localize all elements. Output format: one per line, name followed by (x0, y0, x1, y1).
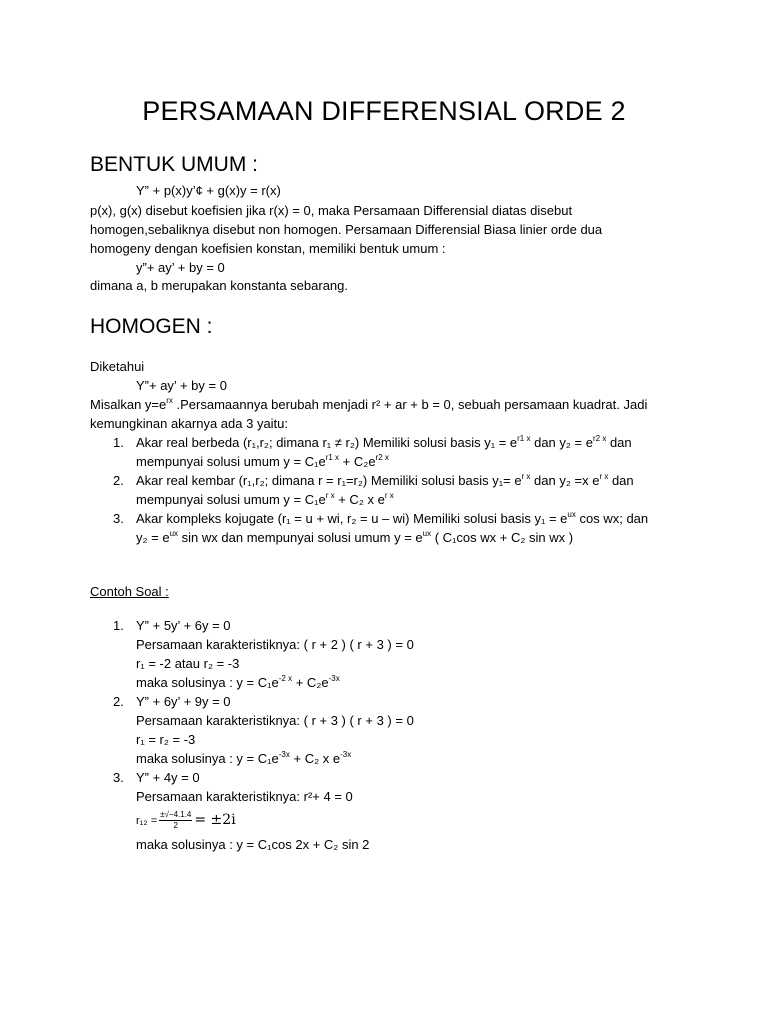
paragraph-line: p(x), g(x) disebut koefisien jika r(x) = 0, maka Persamaan Differensial diatas disebut (90, 203, 573, 218)
characteristic-equation: Persamaan karakteristiknya: ( r + 2 ) ( r + 3 ) = 0 (136, 637, 414, 652)
text-span: maka solusinya : y = C₁e (136, 675, 279, 690)
superscript: r2 x (593, 433, 607, 443)
page-title: PERSAMAAN DIFFERENSIAL ORDE 2 (142, 96, 626, 126)
superscript: r1 x (325, 452, 340, 462)
example-equation: Y” + 4y = 0 (136, 770, 200, 785)
text-span: + C₂ x e (289, 751, 341, 766)
homogeneous-equation: y”+ ay’ + by = 0 (136, 260, 225, 275)
list-item-line (136, 471, 634, 490)
examples-heading: Contoh Soal : (90, 584, 169, 599)
text-span: cos wx; dan (575, 511, 649, 526)
paragraph-line: kemungkinan akarnya ada 3 yaitu: (90, 416, 289, 431)
paragraph-line: dimana a, b merupakan konstanta sebarang. (90, 278, 349, 293)
list-number: 3. (113, 770, 124, 785)
superscript: r1 x (517, 433, 531, 443)
paragraph-line: homogeny dengan koefisien konstan, memiliki bentuk umum : (90, 241, 446, 256)
text-span: mempunyai solusi umum y = C₁e (136, 454, 326, 469)
characteristic-equation: Persamaan karakteristiknya: r²+ 4 = 0 (136, 789, 353, 804)
text-span: .Persamaannya berubah menjadi r² + ar + b = 0, sebuah persamaan kuadrat. Jadi (172, 397, 648, 412)
paragraph-line: Diketahui (90, 359, 145, 374)
text-span: + C₂e (339, 454, 376, 469)
given-equation: Y”+ ay’ + by = 0 (136, 378, 227, 393)
superscript: ux (422, 528, 432, 538)
fraction (159, 810, 192, 831)
general-equation: Y” + p(x)y’¢ + g(x)y = r(x) (136, 183, 281, 198)
text-span: Akar real kembar (r₁,r₂; dimana r = r₁=r₂) Memiliki solusi basis y₁= e (136, 473, 522, 488)
text-span: dan y₂ =x e (530, 473, 600, 488)
text-span: ( C₁cos wx + C₂ sin wx ) (431, 530, 574, 545)
section-heading-homogen: HOMOGEN : (90, 315, 213, 338)
fraction-result: = ±2i (194, 812, 236, 828)
text-span: Misalkan y=e (90, 397, 167, 412)
text-span: Akar kompleks kojugate (r₁ = u + wi, r₂ = u – wi) Memiliki solusi basis y₁ = e (136, 511, 568, 526)
text-span: maka solusinya : y = C₁e (136, 751, 279, 766)
list-item-line (136, 528, 573, 547)
list-number: 1. (113, 435, 124, 450)
text-span: + C₂ x e (334, 492, 385, 507)
roots-line: r₁ = r₂ = -3 (136, 732, 196, 747)
list-item-line (136, 433, 632, 452)
fraction-numerator: ±√−4.1.4 (160, 810, 192, 820)
text-span: Akar real berbeda (r₁,r₂; dimana r₁ ≠ r₂) Memiliki solusi basis y₁ = e (136, 435, 518, 450)
list-item-line (136, 509, 648, 528)
list-number: 1. (113, 618, 124, 633)
solution-line (136, 673, 340, 692)
roots-formula (136, 807, 236, 834)
text-span: dan (606, 435, 632, 450)
text-span: + C₂e (292, 675, 329, 690)
text-span: dan y₂ = e (530, 435, 593, 450)
superscript: ux (169, 528, 179, 538)
example-equation: Y” + 5y’ + 6y = 0 (136, 618, 231, 633)
superscript: -3x (328, 673, 340, 683)
superscript: -2 x (278, 673, 293, 683)
text-span: sin wx dan mempunyai solusi umum y = e (178, 530, 423, 545)
text-span: dan (608, 473, 634, 488)
solution-line: maka solusinya : y = C₁cos 2x + C₂ sin 2 (136, 837, 370, 852)
superscript: ux (567, 509, 576, 519)
example-equation: Y” + 6y’ + 9y = 0 (136, 694, 231, 709)
superscript: r x (599, 471, 609, 481)
paragraph-line (90, 395, 647, 414)
superscript: r2 x (375, 452, 389, 462)
list-number: 2. (113, 473, 124, 488)
superscript: r x (325, 490, 335, 500)
text-span: mempunyai solusi umum y = C₁e (136, 492, 326, 507)
superscript: -3x (278, 749, 290, 759)
section-heading-bentuk-umum: BENTUK UMUM : (90, 153, 258, 176)
superscript: r x (521, 471, 531, 481)
solution-line (136, 749, 351, 768)
paragraph-line: homogen,sebaliknya disebut non homogen. Persamaan Differensial Biasa linier orde dua (90, 222, 603, 237)
superscript: rx (166, 395, 173, 405)
list-number: 2. (113, 694, 124, 709)
list-number: 3. (113, 511, 124, 526)
characteristic-equation: Persamaan karakteristiknya: ( r + 3 ) ( r + 3 ) = 0 (136, 713, 414, 728)
roots-line: r₁ = -2 atau r₂ = -3 (136, 656, 240, 671)
fraction-denominator: 2 (173, 821, 178, 831)
list-item-line (136, 452, 389, 471)
roots-label: r₁₂ = (136, 815, 158, 827)
list-item-line (136, 490, 394, 509)
superscript: r x (384, 490, 394, 500)
text-span: y₂ = e (136, 530, 170, 545)
superscript: -3x (340, 749, 352, 759)
